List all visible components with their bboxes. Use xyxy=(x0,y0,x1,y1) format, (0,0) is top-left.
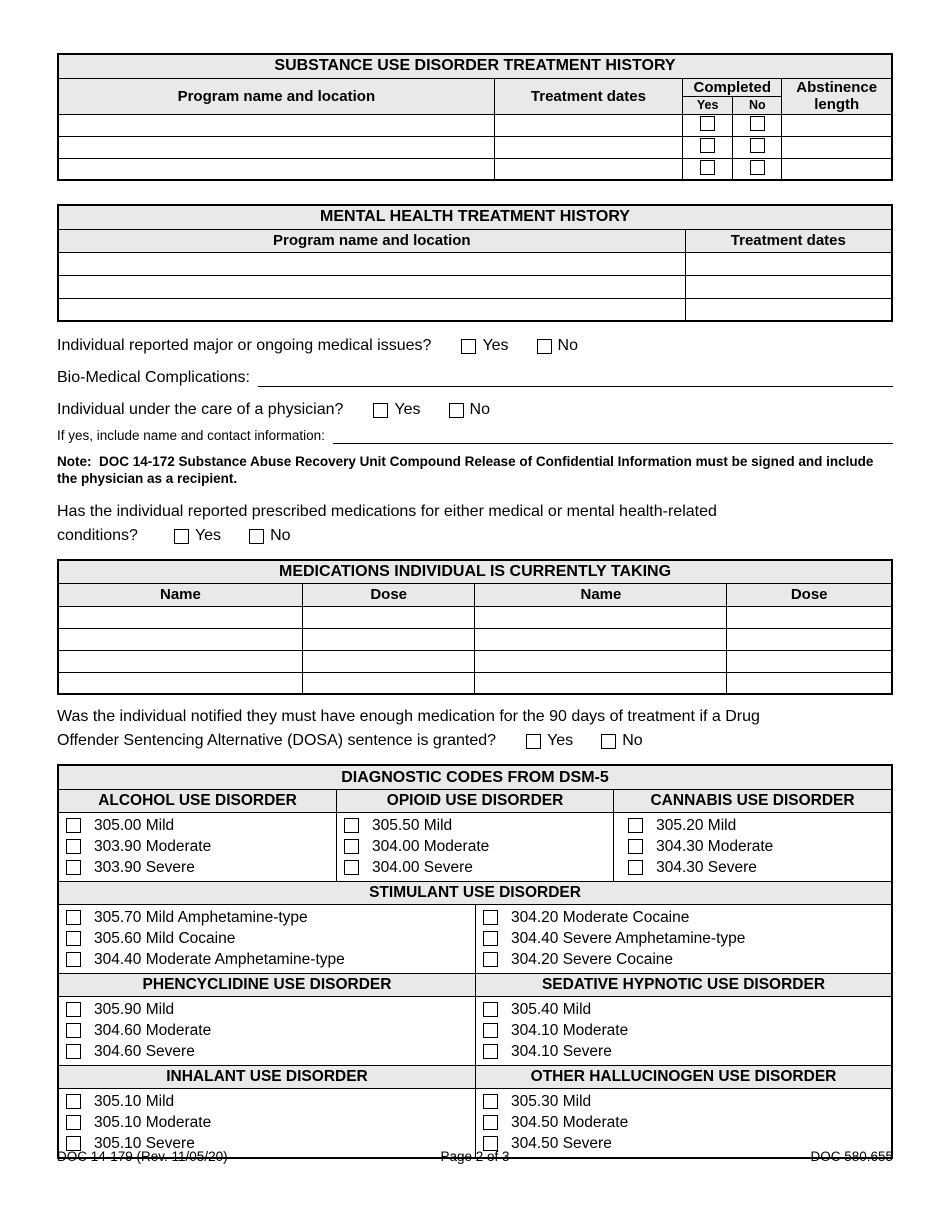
medications-table-title: MEDICATIONS INDIVIDUAL IS CURRENTLY TAKING xyxy=(58,560,892,583)
physician-no[interactable]: No xyxy=(449,398,490,422)
dosa-no[interactable]: No xyxy=(601,729,642,753)
form-number: DOC 14-179 (Rev. 11/05/20) xyxy=(57,1149,228,1164)
if-yes-line xyxy=(57,426,893,446)
dx-checkbox[interactable] xyxy=(628,818,643,833)
med-dose-cell[interactable] xyxy=(302,672,475,694)
dx-option[interactable]: 304.10 Moderate xyxy=(476,1020,891,1041)
yes-checkbox[interactable] xyxy=(526,734,541,749)
dosa-yes[interactable]: Yes xyxy=(526,729,573,753)
dx-checkbox[interactable] xyxy=(66,1002,81,1017)
prescribed-no[interactable]: No xyxy=(249,524,290,548)
med-dose-cell[interactable] xyxy=(302,650,475,672)
med-name-cell[interactable] xyxy=(58,606,302,628)
table-row xyxy=(58,158,892,180)
med-col-name1: Name xyxy=(58,583,302,606)
no-checkbox[interactable] xyxy=(249,529,264,544)
dx-checkbox[interactable] xyxy=(344,839,359,854)
dx-checkbox[interactable] xyxy=(483,952,498,967)
yes-checkbox[interactable] xyxy=(700,116,715,131)
mh-table-title: MENTAL HEALTH TREATMENT HISTORY xyxy=(58,205,892,229)
abstinence-input-cell[interactable] xyxy=(782,136,892,158)
dx-option[interactable]: 304.10 Severe xyxy=(476,1041,891,1062)
dx-checkbox[interactable] xyxy=(66,1023,81,1038)
dx-checkbox[interactable] xyxy=(483,1115,498,1130)
med-dose-cell[interactable] xyxy=(727,650,892,672)
medical-issues-yes[interactable]: Yes xyxy=(461,334,508,358)
dx-checkbox[interactable] xyxy=(344,818,359,833)
dx-option[interactable]: 305.60 Mild Cocaine xyxy=(59,928,475,949)
dx-option[interactable]: 304.50 Moderate xyxy=(476,1112,891,1133)
stimulant-options-left xyxy=(59,905,475,973)
sud-col-completed: Completed xyxy=(683,78,782,96)
prescribed-line2: conditions? xyxy=(57,527,138,544)
dx-option[interactable]: 303.90 Moderate xyxy=(59,836,336,857)
yes-checkbox[interactable] xyxy=(174,529,189,544)
dx-checkbox[interactable] xyxy=(66,1115,81,1130)
dsm5-title: DIAGNOSTIC CODES FROM DSM-5 xyxy=(59,766,891,789)
dx-option[interactable]: 303.90 Severe xyxy=(59,857,336,878)
prescribed-medications-question xyxy=(57,500,893,548)
med-name-cell[interactable] xyxy=(58,650,302,672)
med-dose-cell[interactable] xyxy=(302,628,475,650)
stimulant-header: STIMULANT USE DISORDER xyxy=(59,882,891,904)
inhalant-header: INHALANT USE DISORDER xyxy=(59,1066,475,1088)
medical-issues-no[interactable]: No xyxy=(537,334,578,358)
dosa-line1: Was the individual notified they must have enough medication for the 90 days of treatment if a Drug xyxy=(57,708,760,725)
med-col-dose1: Dose xyxy=(302,583,475,606)
dx-option[interactable]: 305.10 Severe xyxy=(59,1133,475,1154)
dx-checkbox[interactable] xyxy=(66,931,81,946)
dates-input-cell[interactable] xyxy=(685,298,892,321)
dx-checkbox[interactable] xyxy=(344,860,359,875)
dx-checkbox[interactable] xyxy=(628,839,643,854)
med-dose-cell[interactable] xyxy=(302,606,475,628)
med-name-cell[interactable] xyxy=(58,672,302,694)
dx-checkbox[interactable] xyxy=(628,860,643,875)
opioid-header: OPIOID USE DISORDER xyxy=(336,790,613,812)
table-row xyxy=(58,628,892,650)
phencyclidine-options xyxy=(59,997,475,1065)
cannabis-header: CANNABIS USE DISORDER xyxy=(613,790,891,812)
yes-checkbox[interactable] xyxy=(700,138,715,153)
bio-medical-field[interactable] xyxy=(258,369,893,387)
yes-checkbox[interactable] xyxy=(373,403,388,418)
program-input-cell[interactable] xyxy=(58,252,685,275)
completed-no-cell[interactable] xyxy=(733,158,782,180)
dx-option[interactable]: 305.90 Mild xyxy=(59,999,475,1020)
med-col-name2: Name xyxy=(475,583,727,606)
sedative-options xyxy=(475,997,891,1065)
mh-col-dates: Treatment dates xyxy=(685,229,892,252)
completed-yes-cell[interactable] xyxy=(683,114,733,136)
dx-checkbox[interactable] xyxy=(66,910,81,925)
table-row xyxy=(58,298,892,321)
dx-option[interactable]: 305.50 Mild xyxy=(337,815,613,836)
abstinence-input-cell[interactable] xyxy=(782,114,892,136)
sud-table-title: SUBSTANCE USE DISORDER TREATMENT HISTORY xyxy=(58,54,892,78)
table-row xyxy=(58,650,892,672)
completed-yes-cell[interactable] xyxy=(683,158,733,180)
sedative-header: SEDATIVE HYPNOTIC USE DISORDER xyxy=(475,974,891,996)
completed-no-cell[interactable] xyxy=(733,114,782,136)
no-checkbox[interactable] xyxy=(750,116,765,131)
prescribed-yes[interactable]: Yes xyxy=(174,524,221,548)
dates-input-cell[interactable] xyxy=(685,275,892,298)
no-checkbox[interactable] xyxy=(601,734,616,749)
sud-col-program: Program name and location xyxy=(58,78,494,114)
abstinence-input-cell[interactable] xyxy=(782,158,892,180)
dx-option[interactable]: 305.30 Mild xyxy=(476,1091,891,1112)
completed-yes-cell[interactable] xyxy=(683,136,733,158)
dosa-question xyxy=(57,705,893,753)
physician-yes[interactable]: Yes xyxy=(373,398,420,422)
dates-input-cell[interactable] xyxy=(494,114,682,136)
table-row xyxy=(58,672,892,694)
yes-checkbox[interactable] xyxy=(700,160,715,175)
mh-col-program: Program name and location xyxy=(58,229,685,252)
dx-option[interactable]: 305.40 Mild xyxy=(476,999,891,1020)
phencyclidine-header: PHENCYCLIDINE USE DISORDER xyxy=(59,974,475,996)
medical-issues-question xyxy=(57,334,893,358)
no-checkbox[interactable] xyxy=(750,160,765,175)
hallucinogen-options xyxy=(475,1089,891,1157)
cannabis-options xyxy=(613,813,891,881)
hallucinogen-header: OTHER HALLUCINOGEN USE DISORDER xyxy=(475,1066,891,1088)
sud-col-no: No xyxy=(733,96,782,114)
dx-option[interactable]: 304.20 Moderate Cocaine xyxy=(476,907,891,928)
program-input-cell[interactable] xyxy=(58,114,494,136)
dosa-line2: Offender Sentencing Alternative (DOSA) sentence is granted? xyxy=(57,732,497,749)
table-row xyxy=(58,136,892,158)
med-dose-cell[interactable] xyxy=(727,628,892,650)
dx-checkbox[interactable] xyxy=(483,1023,498,1038)
if-yes-label: If yes, include name and contact information: xyxy=(57,428,325,443)
dsm5-table xyxy=(57,764,893,1159)
med-name-cell[interactable] xyxy=(475,628,727,650)
sud-col-abstinence: Abstinence length xyxy=(782,78,892,114)
dx-checkbox[interactable] xyxy=(66,818,81,833)
dx-checkbox[interactable] xyxy=(66,860,81,875)
dx-option[interactable]: 304.50 Severe xyxy=(476,1133,891,1154)
dx-option[interactable]: 304.30 Moderate xyxy=(614,836,891,857)
dx-option[interactable]: 305.20 Mild xyxy=(614,815,891,836)
no-checkbox[interactable] xyxy=(449,403,464,418)
dx-option[interactable]: 305.00 Mild xyxy=(59,815,336,836)
med-col-dose2: Dose xyxy=(727,583,892,606)
physician-question xyxy=(57,398,893,422)
sud-history-table xyxy=(57,53,893,181)
dx-checkbox[interactable] xyxy=(483,1044,498,1059)
dx-option[interactable]: 305.10 Moderate xyxy=(59,1112,475,1133)
inhalant-options xyxy=(59,1089,475,1157)
dx-option[interactable]: 304.40 Severe Amphetamine-type xyxy=(476,928,891,949)
med-dose-cell[interactable] xyxy=(727,606,892,628)
dx-checkbox[interactable] xyxy=(66,1094,81,1109)
med-dose-cell[interactable] xyxy=(727,672,892,694)
med-name-cell[interactable] xyxy=(475,606,727,628)
program-input-cell[interactable] xyxy=(58,275,685,298)
dates-input-cell[interactable] xyxy=(685,252,892,275)
dates-input-cell[interactable] xyxy=(494,158,682,180)
mh-history-table xyxy=(57,204,893,322)
medical-issues-label: Individual reported major or ongoing medical issues? xyxy=(57,337,432,354)
table-row xyxy=(58,606,892,628)
bio-medical-label: Bio-Medical Complications: xyxy=(57,369,250,386)
program-input-cell[interactable] xyxy=(58,298,685,321)
med-name-cell[interactable] xyxy=(58,628,302,650)
yes-checkbox[interactable] xyxy=(461,339,476,354)
dx-option[interactable]: 304.30 Severe xyxy=(614,857,891,878)
page-number: Page 2 of 3 xyxy=(440,1149,510,1164)
dx-checkbox[interactable] xyxy=(66,839,81,854)
med-name-cell[interactable] xyxy=(475,672,727,694)
table-row xyxy=(58,252,892,275)
dx-checkbox[interactable] xyxy=(483,931,498,946)
dx-checkbox[interactable] xyxy=(66,952,81,967)
sud-col-dates: Treatment dates xyxy=(494,78,682,114)
dx-option[interactable]: 304.20 Severe Cocaine xyxy=(476,949,891,970)
bio-medical-line xyxy=(57,366,893,390)
sud-col-yes: Yes xyxy=(683,96,733,114)
alcohol-header: ALCOHOL USE DISORDER xyxy=(59,790,336,812)
dx-option[interactable]: 305.10 Mild xyxy=(59,1091,475,1112)
dx-checkbox[interactable] xyxy=(483,910,498,925)
dx-option[interactable]: 304.00 Severe xyxy=(337,857,613,878)
physician-label: Individual under the care of a physician? xyxy=(57,401,344,418)
dx-option[interactable]: 305.70 Mild Amphetamine-type xyxy=(59,907,475,928)
physician-contact-field[interactable] xyxy=(333,429,893,444)
stimulant-options-right xyxy=(475,905,891,973)
no-checkbox[interactable] xyxy=(537,339,552,354)
dx-checkbox[interactable] xyxy=(483,1094,498,1109)
alcohol-options xyxy=(59,813,336,881)
program-input-cell[interactable] xyxy=(58,136,494,158)
table-row xyxy=(58,114,892,136)
dates-input-cell[interactable] xyxy=(494,136,682,158)
doc-14-172-note: Note: DOC 14-172 Substance Abuse Recovery Unit Compound Release of Confidential Information must be signed and include the physician as a recipient. xyxy=(57,454,878,486)
opioid-options xyxy=(336,813,613,881)
prescribed-line1: Has the individual reported prescribed medications for either medical or mental health-related xyxy=(57,503,717,520)
dx-option[interactable]: 304.00 Moderate xyxy=(337,836,613,857)
dx-checkbox[interactable] xyxy=(483,1002,498,1017)
no-checkbox[interactable] xyxy=(750,138,765,153)
med-name-cell[interactable] xyxy=(475,650,727,672)
completed-no-cell[interactable] xyxy=(733,136,782,158)
page-footer xyxy=(57,1149,893,1164)
program-input-cell[interactable] xyxy=(58,158,494,180)
doc-policy-number: DOC 580.655 xyxy=(810,1149,894,1164)
dx-option[interactable]: 304.60 Moderate xyxy=(59,1020,475,1041)
dx-option[interactable]: 304.40 Moderate Amphetamine-type xyxy=(59,949,475,970)
dx-checkbox[interactable] xyxy=(66,1044,81,1059)
medications-table xyxy=(57,559,893,695)
table-row xyxy=(58,275,892,298)
dx-option[interactable]: 304.60 Severe xyxy=(59,1041,475,1062)
